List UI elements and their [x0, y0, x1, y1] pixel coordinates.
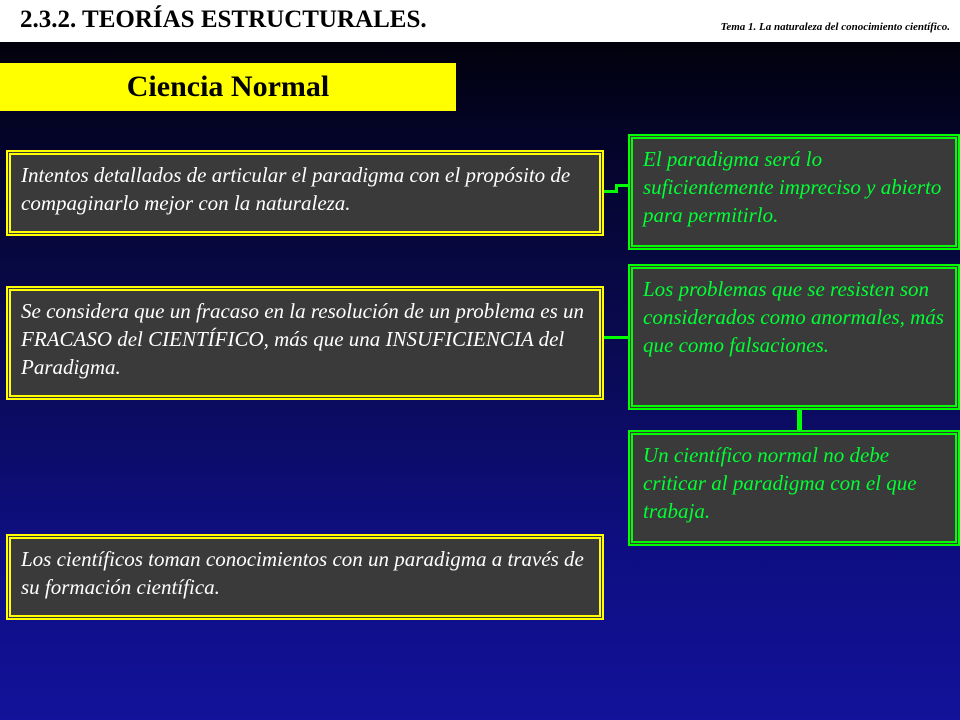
consequence-box-no-critique: [628, 430, 960, 546]
consequence-box-imprecise: [628, 134, 960, 250]
statement-text: Intentos detallados de articular el paradigma con el propósito de compaginarlo mejor con la naturaleza.: [21, 163, 571, 215]
statement-box-articulation: [6, 150, 604, 236]
slide-heading: 2.3.2. TEORÍAS ESTRUCTURALES.: [20, 6, 427, 33]
consequence-box-anomalies: [628, 264, 960, 410]
statement-text: Se considera que un fracaso en la resolución de un problema es un FRACASO del CIENTÍFICO, más que una INSUFICIENCIA del Paradigma.: [21, 299, 585, 379]
consequence-text: El paradigma será lo suficientemente impreciso y abierto para permitirlo.: [643, 147, 942, 227]
consequence-text: Los problemas que se resisten son considerados como anormales, más que como falsaciones.: [643, 277, 944, 357]
consequence-text: Un científico normal no debe criticar al paradigma con el que trabaja.: [643, 443, 917, 523]
statement-box-failure: [6, 286, 604, 400]
section-title-banner: Ciencia Normal: [0, 63, 456, 111]
connector-line: [604, 336, 630, 339]
connector-line: [797, 410, 802, 432]
statement-text: Los científicos toman conocimientos con un paradigma a través de su formación científica.: [21, 547, 584, 599]
topic-subtitle: Tema 1. La naturaleza del conocimiento científico.: [720, 21, 950, 33]
statement-box-training: [6, 534, 604, 620]
header-bar: [0, 0, 960, 42]
